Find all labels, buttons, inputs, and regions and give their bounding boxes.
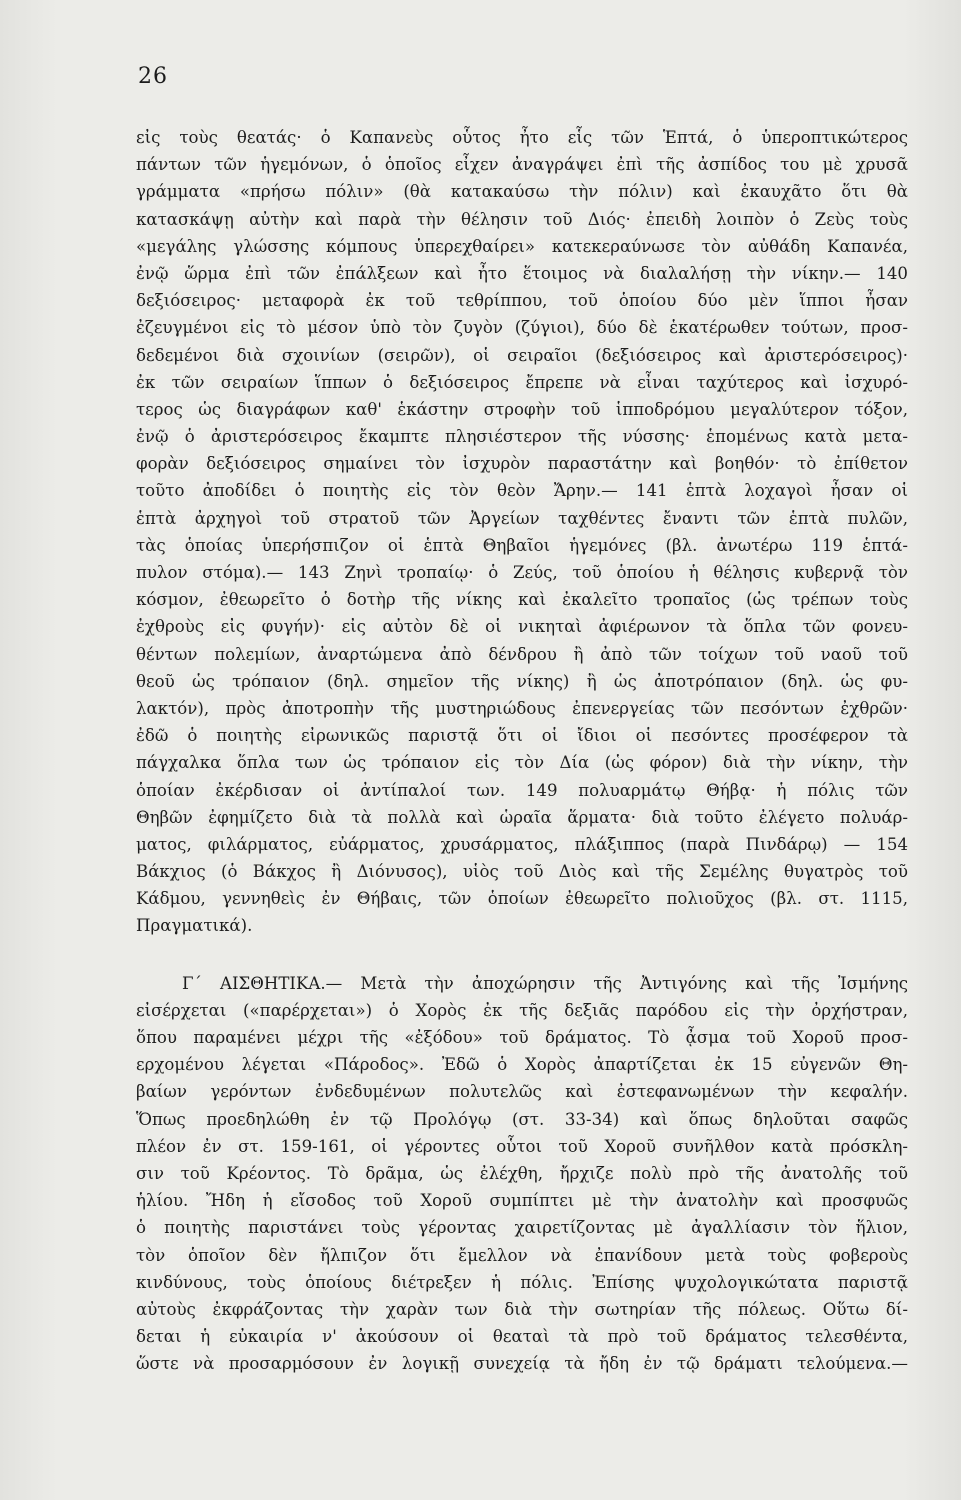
text-line: θεοῦ ὡς τρόπαιον (δηλ. σημεῖον τῆς νίκης) ἢ ὡς ἀποτρόπαιον (δηλ. ὡς φυ- (136, 671, 908, 691)
text-line: βαίων γερόντων ἐνδεδυμένων πολυτελῶς καὶ ἐστεφανωμένων τὴν κεφαλήν. (136, 1082, 908, 1102)
text-line: φορὰν δεξιόσειρος σημαίνει τὸν ἰσχυρὸν παραστάτην καὶ βοηθόν· τὸ ἐπίθετον (136, 454, 908, 474)
text-line: ὁ ποιητὴς παριστάνει τοὺς γέροντας χαιρετίζοντας μὲ ἀγαλλίασιν τὸν ἥλιον, (136, 1218, 908, 1238)
text-line: δεξιόσειρος· μεταφορὰ ἐκ τοῦ τεθρίππου, τοῦ ὁποίου δύο μὲν ἵπποι ἦσαν (136, 291, 908, 311)
text-line: θέντων πολεμίων, ἀναρτώμενα ἀπὸ δένδρου ἢ ἀπὸ τῶν τοίχων τοῦ ναοῦ τοῦ (136, 644, 908, 664)
text-line: ὅπου παραμένει μέχρι τῆς «ἐξόδου» τοῦ δράματος. Τὸ ᾆσμα τοῦ Χοροῦ προσ- (136, 1028, 908, 1047)
text-line: Βάκχιος (ὁ Βάκχος ἢ Διόνυσος), υἱὸς τοῦ Διὸς καὶ τῆς Σεμέλης θυγατρὸς τοῦ (136, 862, 908, 882)
text-line: «μεγάλης γλώσσης κόμπους ὑπερεχθαίρει» κατεκεραύνωσε τὸν αὐθάδη Καπανέα, (136, 236, 908, 256)
text-line: ὥστε νὰ προσαρμόσουν ἐν λογικῇ συνεχείᾳ τὰ ἤδη ἐν τῷ δράματι τελούμενα.— (136, 1354, 908, 1374)
text-line: τοῦτο ἀποδίδει ὁ ποιητὴς εἰς τὸν θεὸν Ἄρην.— 141 ἑπτὰ λοχαγοὶ ἦσαν οἱ (136, 481, 908, 501)
text-line: ματος, φιλάρματος, εὐάρματος, χρυσάρματος, πλάξιππος (παρὰ Πινδάρῳ) — 154 (136, 834, 908, 854)
text-line: κόσμον, ἐθεωρεῖτο ὁ δοτὴρ τῆς νίκης καὶ ἐκαλεῖτο τροπαῖος (ὡς τρέπων τοὺς (136, 590, 908, 610)
text-line: εἰς τοὺς θεατάς· ὁ Καπανεὺς οὗτος ἦτο εἷς τῶν Ἑπτά, ὁ ὑπεροπτικώτερος (136, 128, 908, 147)
text-line: Πραγματικά). (136, 916, 253, 936)
aesthetics-paragraph (136, 970, 908, 1378)
text-line: ὁποίαν ἐκέρδισαν οἱ ἀντίπαλοί των. 149 πολυαρμάτῳ Θήβᾳ· ἡ πόλις τῶν (136, 780, 908, 800)
text-line: ἡλίου. Ἤδη ἡ εἴσοδος τοῦ Χοροῦ συμπίπτει μὲ τὴν ἀνατολὴν καὶ προσφυῶς (136, 1191, 908, 1211)
text-line: αὐτοὺς ἐκφράζοντας τὴν χαρὰν των διὰ τὴν σωτηρίαν τῆς πόλεως. Οὕτω δί- (136, 1299, 908, 1319)
text-line: δεδεμένοι διὰ σχοινίων (σειρῶν), οἱ σειραῖοι (δεξιόσειρος καὶ ἀριστερόσειρος)· (136, 345, 908, 365)
text-line: Γ΄ ΑΙΣΘΗΤΙΚΑ.— Μετὰ τὴν ἀποχώρησιν τῆς Ἀντιγόνης καὶ τῆς Ἰσμήνης (182, 973, 908, 993)
text-line: ἐζευγμένοι εἰς τὸ μέσον ὑπὸ τὸν ζυγὸν (ζύγιοι), δύο δὲ ἑκατέρωθεν τούτων, προσ- (136, 318, 908, 338)
text-line: Κάδμου, γεννηθεὶς ἐν Θήβαις, τῶν ὁποίων ἐθεωρεῖτο πολιοῦχος (βλ. στ. 1115, (136, 889, 908, 909)
text-line: γράμματα «πρήσω πόλιν» (θὰ κατακαύσω τὴν πόλιν) καὶ ἐκαυχᾶτο ὅτι θὰ (136, 182, 908, 202)
page-number: 26 (138, 64, 168, 89)
text-line: ἐνῷ ὥρμα ἐπὶ τῶν ἐπάλξεων καὶ ἦτο ἕτοιμος νὰ διαλαλήσῃ τὴν νίκην.— 140 (136, 263, 908, 283)
commentary-paragraph (136, 124, 908, 940)
text-line: ἑπτὰ ἀρχηγοὶ τοῦ στρατοῦ τῶν Ἀργείων ταχθέντες ἔναντι τῶν ἑπτὰ πυλῶν, (136, 508, 908, 528)
page-text (136, 124, 908, 1377)
text-line: εἰσέρχεται («παρέρχεται») ὁ Χορὸς ἐκ τῆς δεξιᾶς παρόδου εἰς τὴν ὀρχήστραν, (136, 1000, 908, 1020)
text-line: πλέον ἐν στ. 159-161, οἱ γέροντες οὗτοι τοῦ Χοροῦ συνῆλθον κατὰ πρόσκλη- (136, 1136, 908, 1156)
text-line: σιν τοῦ Κρέοντος. Τὸ δρᾶμα, ὡς ἐλέχθη, ἤρχιζε πολὺ πρὸ τῆς ἀνατολῆς τοῦ (136, 1163, 908, 1183)
text-line: κινδύνους, τοὺς ὁποίους διέτρεξεν ἡ πόλις. Ἐπίσης ψυχολογικώτατα παριστᾷ (136, 1272, 908, 1292)
text-line: ἐκ τῶν σειραίων ἵππων ὁ δεξιόσειρος ἔπρεπε νὰ εἶναι ταχύτερος καὶ ἰσχυρό- (136, 372, 908, 392)
text-line: τὰς ὁποίας ὑπερήσπιζον οἱ ἑπτὰ Θηβαῖοι ἡγεμόνες (βλ. ἀνωτέρω 119 ἑπτά- (136, 535, 908, 555)
text-line: τὸν ὁποῖον δὲν ἤλπιζον ὅτι ἔμελλον νὰ ἐπανίδουν μετὰ τοὺς φοβεροὺς (136, 1245, 908, 1265)
text-line: ερχομένου λέγεται «Πάροδος». Ἐδῶ ὁ Χορὸς ἀπαρτίζεται ἐκ 15 εὐγενῶν Θη- (136, 1055, 908, 1075)
text-line: ἐχθροὺς εἰς φυγήν)· εἰς αὐτὸν δὲ οἱ νικηταὶ ἀφιέρωνον τὰ ὅπλα τῶν φονευ- (136, 617, 908, 637)
text-line: λακτόν), πρὸς ἀποτροπὴν τῆς μυστηριώδους ἐπενεργείας τῶν πεσόντων ἐχθρῶν· (136, 698, 908, 718)
text-line: πυλον στόμα).— 143 Ζηνὶ τροπαίῳ· ὁ Ζεύς, τοῦ ὁποίου ἡ θέλησις κυβερνᾷ τὸν (136, 563, 908, 582)
text-line: πάγχαλκα ὅπλα των ὡς τρόπαιον εἰς τὸν Δία (ὡς φόρον) διὰ τὴν νίκην, τὴν (136, 753, 908, 773)
text-line: ἐδῶ ὁ ποιητὴς εἰρωνικῶς παριστᾷ ὅτι οἱ ἴδιοι οἱ πεσόντες προσέφερον τὰ (136, 726, 908, 746)
text-line: δεται ἡ εὐκαιρία ν' ἀκούσουν οἱ θεαταὶ τὰ πρὸ τοῦ δράματος τελεσθέντα, (136, 1327, 908, 1347)
text-line: κατασκάψῃ αὐτὴν καὶ παρὰ τὴν θέλησιν τοῦ Διός· ἐπειδὴ λοιπὸν ὁ Ζεὺς τοὺς (136, 209, 908, 229)
text-line: Ὅπως προεδηλώθη ἐν τῷ Προλόγῳ (στ. 33-34) καὶ ὅπως δηλοῦται σαφῶς (136, 1109, 908, 1129)
text-line: Θηβῶν ἐφημίζετο διὰ τὰ πολλὰ καὶ ὡραῖα ἅρματα· διὰ τοῦτο ἐλέγετο πολυάρ- (136, 807, 908, 827)
paragraph-gap (136, 940, 908, 970)
text-line: ἐνῷ ὁ ἀριστερόσειρος ἔκαμπτε πλησιέστερον τῆς νύσσης· ἑπομένως κατὰ μετα- (136, 427, 908, 447)
text-line: τερος ὡς διαγράφων καθ' ἑκάστην στροφὴν τοῦ ἱπποδρόμου μεγαλύτερον τόξον, (136, 399, 908, 419)
text-line: πάντων τῶν ἡγεμόνων, ὁ ὁποῖος εἶχεν ἀναγράψει ἐπὶ τῆς ἀσπίδος του μὲ χρυσᾶ (136, 155, 908, 175)
